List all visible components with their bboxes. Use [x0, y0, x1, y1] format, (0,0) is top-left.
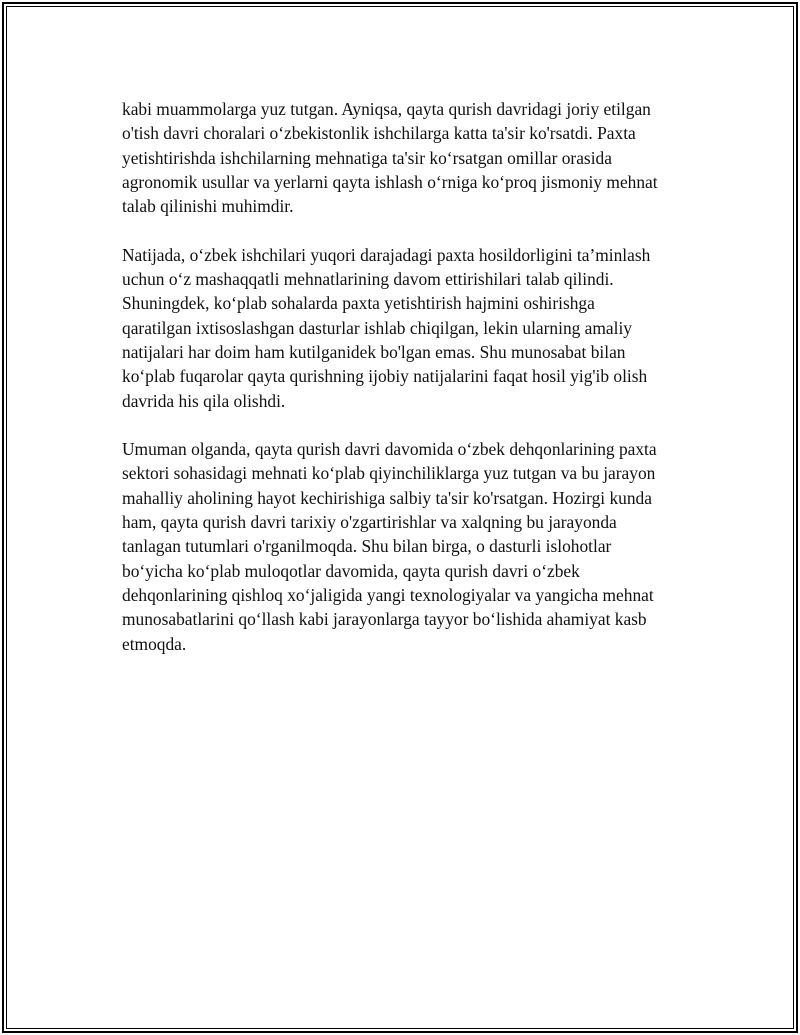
paragraph-line: ham, qayta qurish davri tarixiy o'zgartirishlar va xalqning bu jarayonda [122, 512, 617, 533]
paragraph-3 [122, 437, 692, 656]
document-body [122, 97, 692, 680]
paragraph-line: munosabatlarini qoʻllash kabi jarayonlarga tayyor boʻlishida ahamiyat kasb [122, 609, 647, 630]
paragraph-line: o'tish davri choralari oʻzbekistonlik ishchilarga katta ta'sir ko'rsatdi. Paxta [122, 123, 636, 144]
paragraph-line: Umuman olganda, qayta qurish davri davomida oʻzbek dehqonlarining paxta [122, 439, 657, 460]
paragraph-line: uchun oʻz mashaqqatli mehnatlarining davom ettirishilari talab qilindi. [122, 269, 614, 290]
paragraph-line: sektori sohasidagi mehnati koʻplab qiyinchiliklarga yuz tutgan va bu jarayon [122, 463, 656, 484]
paragraph-1 [122, 97, 692, 218]
paragraph-line: yetishtirishda ishchilarning mehnatiga ta'sir koʻrsatgan omillar orasida [122, 147, 612, 168]
paragraph-line: boʻyicha koʻplab muloqotlar davomida, qayta qurish davri oʻzbek [122, 560, 580, 581]
paragraph-line: Natijada, oʻzbek ishchilari yuqori darajadagi paxta hosildorligini taʼminlash [122, 244, 651, 265]
paragraph-line: dehqonlarining qishloq xoʻjaligida yangi texnologiyalar va yangicha mehnat [122, 584, 654, 605]
paragraph-line: davrida his qila olishdi. [122, 390, 286, 411]
paragraph-line: kabi muammolarga yuz tutgan. Ayniqsa, qayta qurish davridagi joriy etilgan [122, 99, 651, 119]
paragraph-line: Shuningdek, koʻplab sohalarda paxta yetishtirish hajmini oshirishga [122, 293, 595, 314]
paragraph-line: mahalliy aholining hayot kechirishiga salbiy ta'sir ko'rsatgan. Hozirgi kunda [122, 487, 652, 508]
paragraph-line: etmoqda. [122, 633, 187, 654]
paragraph-line: natijalari har doim ham kutilganidek bo'lgan emas. Shu munosabat bilan [122, 341, 626, 362]
page-border [2, 2, 798, 1033]
paragraph-line: koʻplab fuqarolar qayta qurishning ijobiy natijalarini faqat hosil yig'ib olish [122, 366, 648, 387]
paragraph-line: qaratilgan ixtisoslashgan dasturlar ishlab chiqilgan, lekin ularning amaliy [122, 317, 633, 338]
paragraph-2 [122, 243, 692, 413]
paragraph-line: agronomik usullar va yerlarni qayta ishlash oʻrniga koʻproq jismoniy mehnat [122, 171, 658, 192]
paragraph-line: talab qilinishi muhimdir. [122, 196, 294, 217]
paragraph-line: tanlagan tutumlari o'rganilmoqda. Shu bilan birga, o dasturli islohotlar [122, 536, 612, 557]
